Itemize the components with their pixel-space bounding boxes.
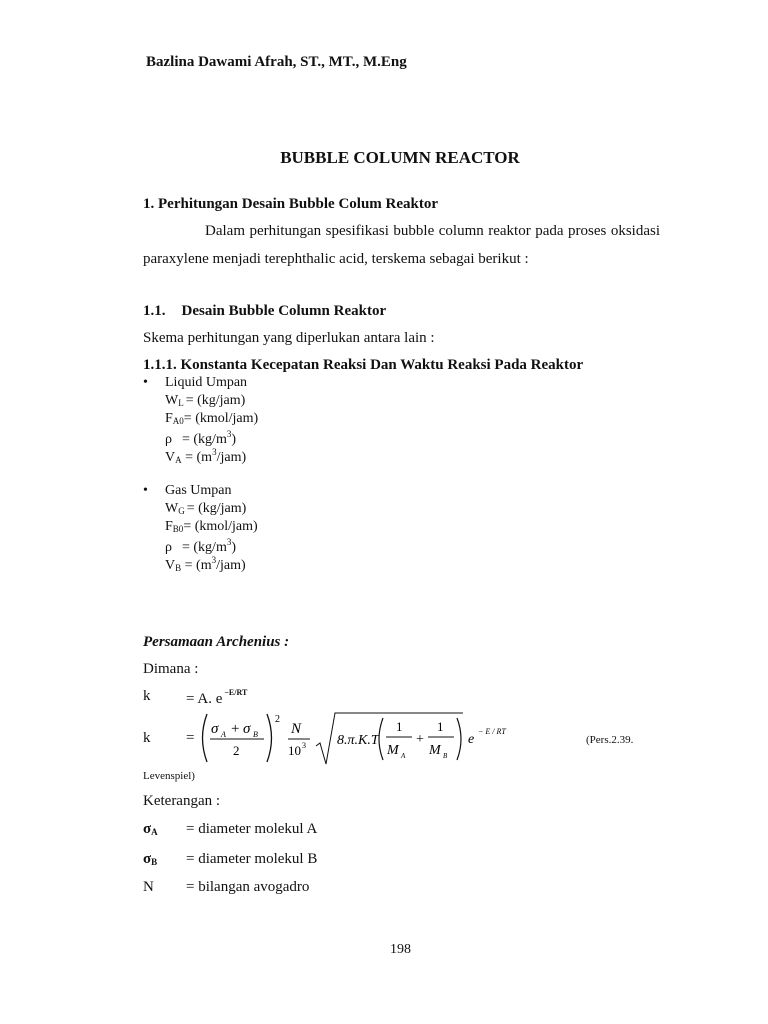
ten: 10 xyxy=(288,743,301,758)
formula-svg xyxy=(198,710,528,766)
ten-exponent: 3 xyxy=(302,741,306,750)
denominator-two: 2 xyxy=(233,743,240,758)
m-a-subscript: A xyxy=(401,752,406,760)
keterangan-label: Keterangan : xyxy=(143,793,221,809)
legend-desc-n: = bilangan avogadro xyxy=(186,879,310,895)
liquid-feed-list-item xyxy=(143,375,443,465)
sigma-b-subscript: B xyxy=(253,730,258,739)
arrhenius-equation: = A. e $^{-E/RT}$ xyxy=(186,688,248,707)
section-1-1-1-heading: 1.1.1. Konstanta Kecepatan Reaksi Dan Waktu Reaksi Pada Reaktor xyxy=(143,357,584,373)
gas-molar-flow: $F_{B0}=$ (kmol/jam) xyxy=(165,519,258,534)
k-symbol-1: k xyxy=(143,688,151,704)
author-header: Bazlina Dawami Afrah, ST., MT., M.Eng xyxy=(146,54,407,70)
one-b: 1 xyxy=(437,719,444,734)
section-1-paragraph-line-2: paraxylene menjadi terephthalic acid, terskema sebagai berikut : xyxy=(143,251,529,267)
section-1-1-heading xyxy=(143,303,386,320)
exponential-exponent: − E / RT xyxy=(478,727,506,736)
avogadro-n: N xyxy=(291,721,302,737)
gas-volume-flow: $V_B = (m^3/jam)$ xyxy=(165,555,246,573)
legend-symbol-sigma-a: $\sigma_A$ xyxy=(143,821,158,837)
m-b: M xyxy=(429,743,441,758)
m-a: M xyxy=(387,743,399,758)
gas-mass-flow: $W_G = (kg/jam)$ xyxy=(165,501,247,516)
inner-left-paren-icon xyxy=(379,718,383,760)
gas-density: $\rho = (kg/m^3)$ xyxy=(165,537,237,555)
liquid-feed-label: Liquid Umpan xyxy=(165,375,248,390)
plus-sign: + xyxy=(231,721,240,737)
sigma-b-symbol: σ xyxy=(243,721,251,737)
inner-right-paren-icon xyxy=(457,718,461,760)
squared-exponent: 2 xyxy=(275,714,280,725)
bullet-icon: • xyxy=(143,375,148,390)
dimana-label: Dimana : xyxy=(143,661,199,677)
liquid-molar-flow: $F_{A0}=$ (kmol/jam) xyxy=(165,411,259,426)
k-symbol-2: k xyxy=(143,730,151,746)
bullet-icon: • xyxy=(143,483,148,498)
gas-feed-list-item xyxy=(143,483,443,573)
equation-reference-part-1: (Pers.2.39. xyxy=(586,734,634,746)
liquid-density: $\rho = (kg/m^3)$ xyxy=(165,429,237,447)
collision-theory-formula xyxy=(198,710,528,766)
equation-reference-part-2: Levenspiel) xyxy=(143,770,195,782)
section-1-1-title: Desain Bubble Column Reaktor xyxy=(181,303,387,319)
page-number: 198 xyxy=(390,942,411,957)
section-1-paragraph-line-1: Dalam perhitungan spesifikasi bubble column reaktor pada proses oksidasi xyxy=(205,223,660,239)
gas-feed-label: Gas Umpan xyxy=(165,483,232,498)
legend-desc-sigma-a: = diameter molekul A xyxy=(186,821,318,837)
section-1-1-intro: Skema perhitungan yang diperlukan antara lain : xyxy=(143,330,435,346)
liquid-mass-flow: $W_L = (kg/jam)$ xyxy=(165,393,246,408)
legend-symbol-n: N xyxy=(143,879,154,895)
section-1-1-number: 1.1. xyxy=(143,303,166,319)
liquid-volume-flow: $V_A = (m^3/jam)$ xyxy=(165,447,247,465)
arrhenius-heading: Persamaan Archenius : xyxy=(143,634,290,650)
sigma-a-symbol: σ xyxy=(211,721,219,737)
left-paren-icon xyxy=(203,714,208,762)
euler-e: e xyxy=(468,732,475,747)
section-1-heading: 1. Perhitungan Desain Bubble Colum Reaktor xyxy=(143,196,439,212)
plus-sign: + xyxy=(416,732,424,747)
root-expression: 8.π.K.T xyxy=(337,733,379,748)
sigma-a-subscript: A xyxy=(221,730,226,739)
m-b-subscript: B xyxy=(443,752,448,760)
legend-desc-sigma-b: = diameter molekul B xyxy=(186,851,318,867)
legend-symbol-sigma-b: $\sigma_B$ xyxy=(143,851,158,867)
one-a: 1 xyxy=(396,719,403,734)
document-title: BUBBLE COLUMN REACTOR xyxy=(280,148,520,167)
right-paren-icon xyxy=(267,714,272,762)
collision-equals: = xyxy=(186,730,195,746)
